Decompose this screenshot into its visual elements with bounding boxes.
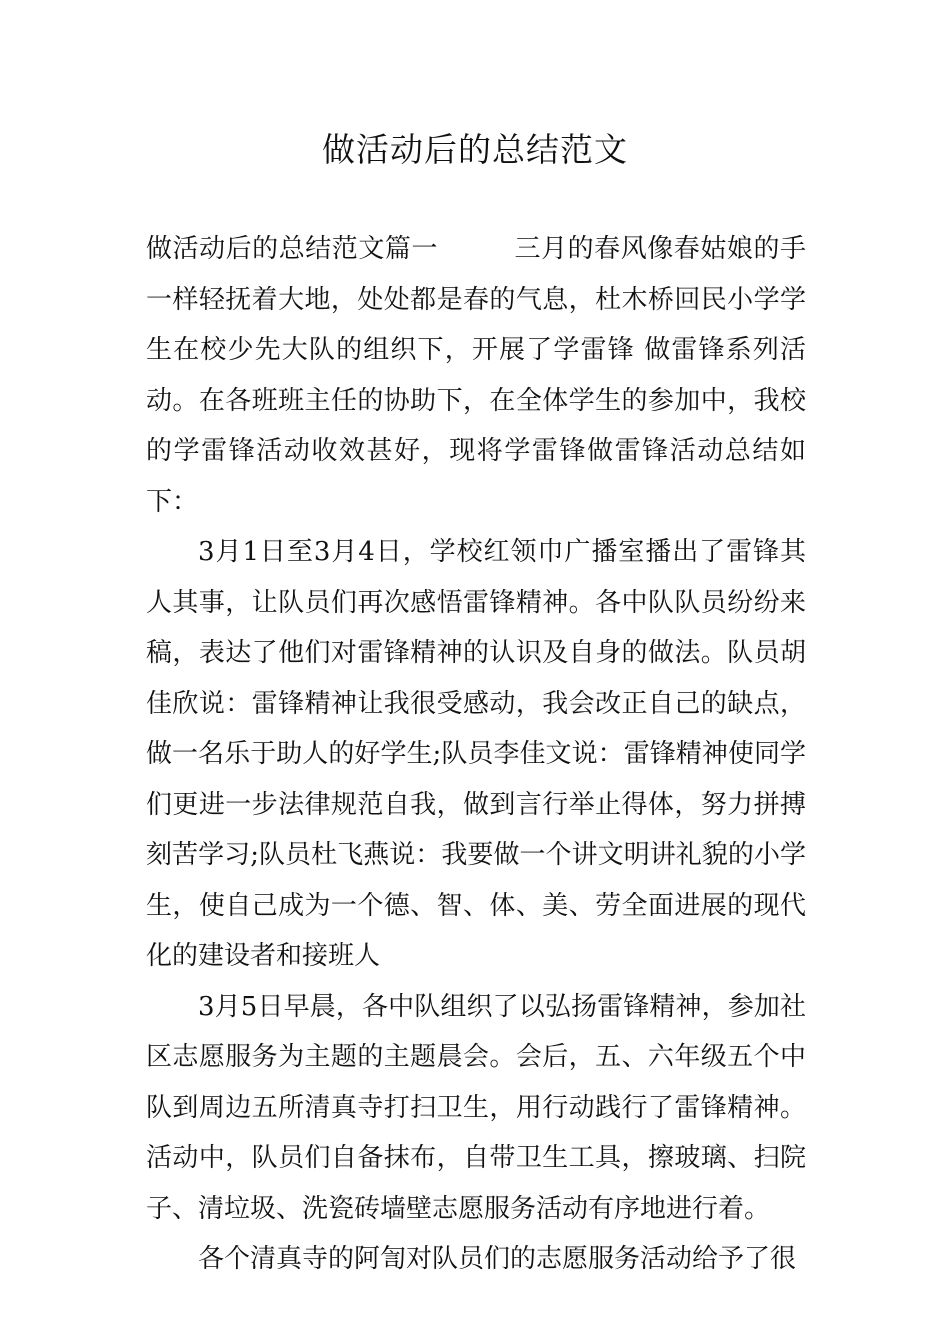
paragraph-intro (146, 224, 806, 527)
section-heading: 做活动后的总结范文篇一 (146, 234, 438, 264)
paragraph-4: 各个清真寺的阿訇对队员们的志愿服务活动给予了很 (198, 1244, 797, 1274)
document-title: 做活动后的总结范文 (322, 130, 628, 169)
paragraph-text: 三月的春风像春姑娘的手一样轻抚着大地，处处都是春的气息，杜木桥回民小学学生在校少先大队的组织下，开展了学雷锋 做雷锋系列活动。在各班班主任的协助下，在全体学生的参加中，我校的学雷锋活动收效甚好，现将学雷锋做雷锋活动总结如下： (146, 234, 806, 517)
paragraph-3: 3月5日早晨，各中队组织了以弘扬雷锋精神，参加社区志愿服务为主题的主题晨会。会后，五、六年级五个中队到周边五所清真寺打扫卫生，用行动践行了雷锋精神。活动中，队员们自备抹布，自带卫生工具，擦玻璃、扫院子、清垃圾、洗瓷砖墙壁志愿服务活动有序地进行着。 (146, 991, 806, 1224)
document-body (146, 224, 806, 1285)
paragraph-2: 3月1日至3月4日，学校红领巾广播室播出了雷锋其人其事，让队员们再次感悟雷锋精神。各中队队员纷纷来稿，表达了他们对雷锋精神的认识及自身的做法。队员胡佳欣说：雷锋精神让我很受感动，我会改正自己的缺点，做一名乐于助人的好学生;队员李佳文说：雷锋精神使同学们更进一步法律规范自我，做到言行举止得体，努力拼搏刻苦学习;队员杜飞燕说：我要做一个讲文明讲礼貌的小学生，使自己成为一个德、智、体、美、劳全面进展的现代化的建设者和接班人 (146, 537, 806, 971)
